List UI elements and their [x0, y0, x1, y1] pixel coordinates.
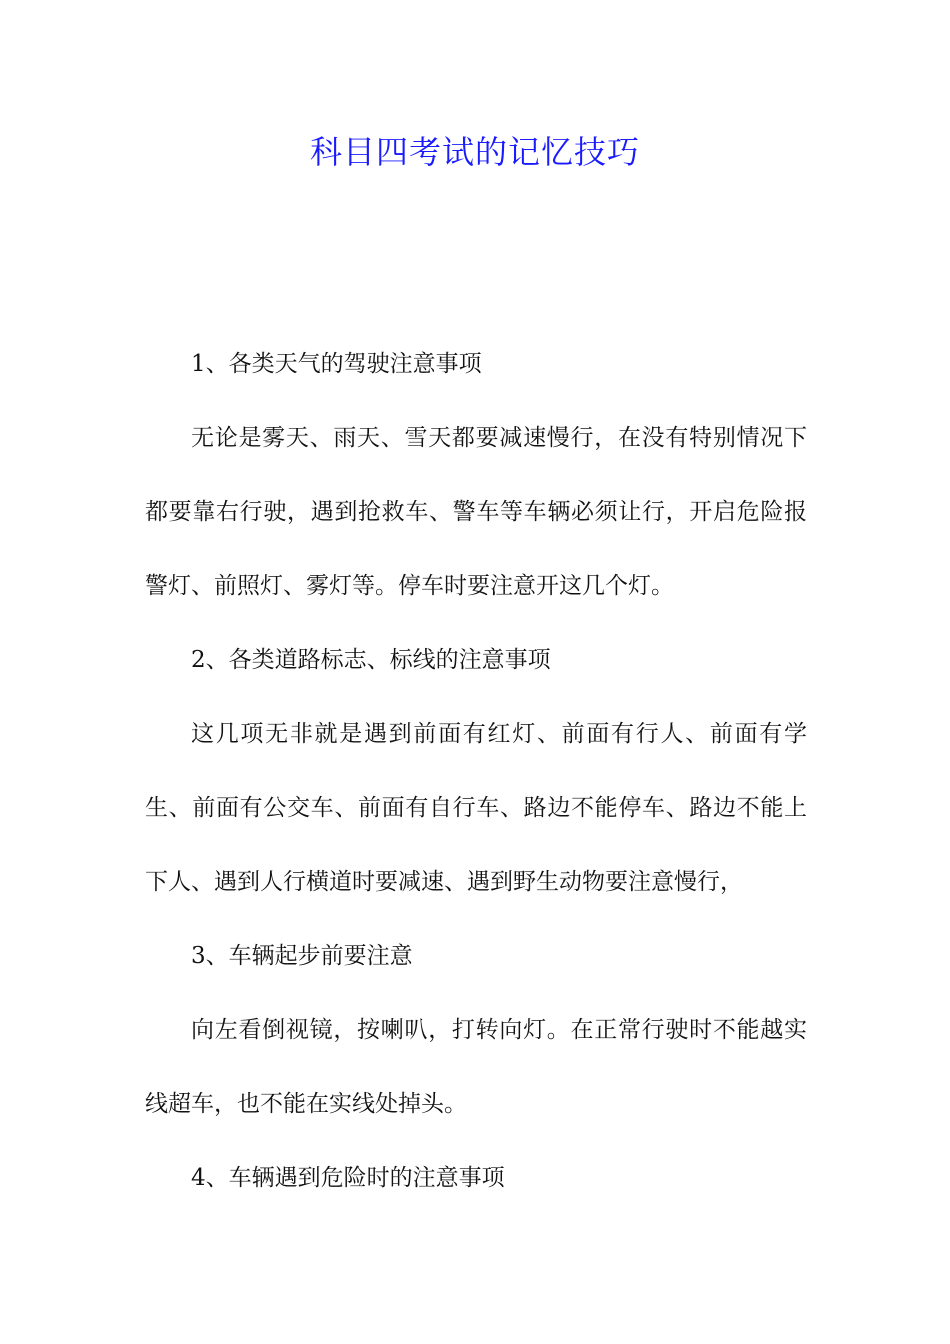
section-heading-road-signs: 2、各类道路标志、标线的注意事项	[191, 647, 551, 673]
section-heading-danger: 4、车辆遇到危险时的注意事项	[191, 1165, 505, 1191]
document-body	[145, 327, 807, 1215]
section-heading-vehicle-start: 3、车辆起步前要注意	[191, 943, 413, 969]
section-heading-weather: 1、各类天气的驾驶注意事项	[191, 351, 482, 377]
paragraph-weather: 无论是雾天、雨天、雪天都要减速慢行，在没有特别情况下都要靠右行驶，遇到抢救车、警车等车辆必须让行，开启危险报警灯、前照灯、雾灯等。停车时要注意开这几个灯。	[145, 425, 807, 599]
paragraph-vehicle-start: 向左看倒视镜，按喇叭，打转向灯。在正常行驶时不能越实线超车，也不能在实线处掉头。	[145, 1017, 807, 1117]
document-title: 科目四考试的记忆技巧	[309, 133, 640, 171]
paragraph-road-signs: 这几项无非就是遇到前面有红灯、前面有行人、前面有学生、前面有公交车、前面有自行车、路边不能停车、路边不能上下人、遇到人行横道时要减速、遇到野生动物要注意慢行，	[145, 721, 807, 895]
